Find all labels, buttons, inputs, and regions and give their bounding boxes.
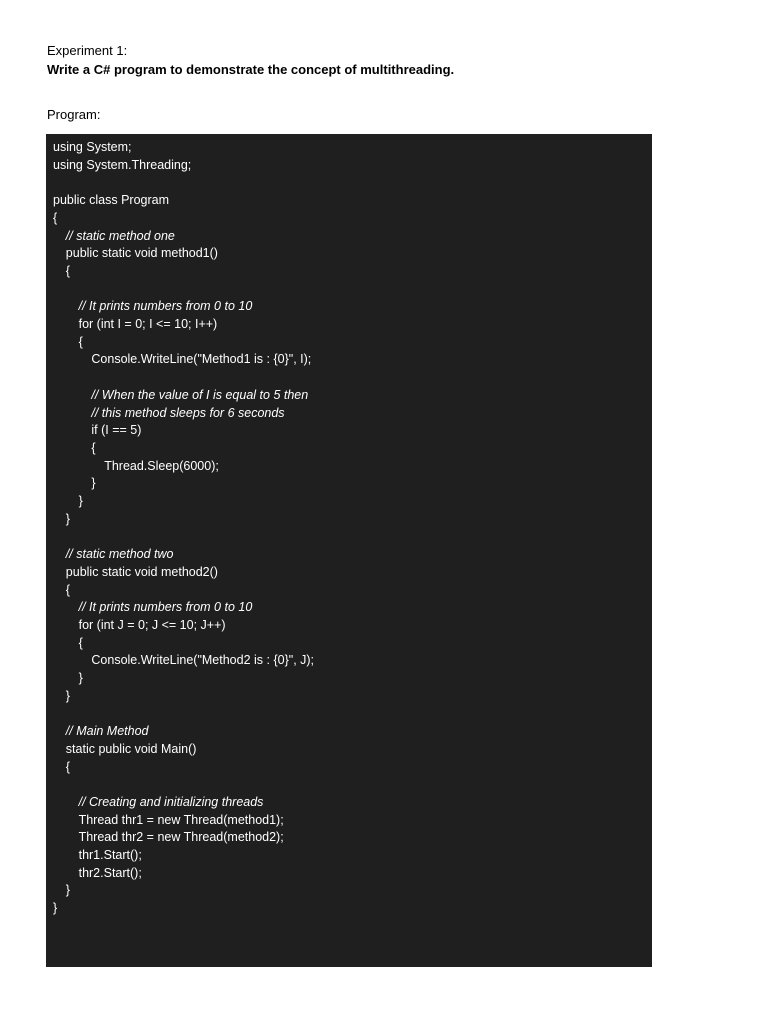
code-line: { [91, 440, 96, 455]
code-line: for (int I = 0; I <= 10; I++) [78, 317, 218, 331]
code-comment-line: // It prints numbers from 0 to 10 [78, 600, 253, 615]
code-line: { [65, 582, 70, 597]
code-comment-line: // It prints numbers from 0 to 10 [78, 299, 253, 314]
code-line: thr1.Start(); [78, 848, 142, 862]
code-line: thr2.Start(); [78, 865, 142, 880]
code-comment-line: // Main Method [65, 724, 149, 739]
code-line: { [78, 334, 83, 349]
code-line: } [78, 494, 83, 508]
experiment-title: Experiment 1: [47, 43, 128, 58]
code-line: } [65, 883, 70, 898]
code-line: if (I == 5) [91, 423, 142, 438]
code-line: Thread.Sleep(6000); [104, 458, 219, 473]
code-line: } [65, 688, 70, 703]
code-comment-line: // When the value of I is equal to 5 then [91, 387, 309, 402]
code-line: { [65, 263, 70, 278]
program-label: Program: [47, 107, 101, 122]
code-line: Thread thr1 = new Thread(method1); [78, 812, 284, 827]
code-line: { [78, 635, 83, 650]
code-line: public static void method2() [65, 564, 218, 579]
code-line: static public void Main() [65, 741, 197, 756]
code-line: Thread thr2 = new Thread(method2); [78, 830, 284, 845]
code-line: } [53, 901, 58, 916]
code-line: { [65, 759, 70, 774]
code-line: public static void method1() [65, 246, 218, 261]
code-line: } [65, 511, 70, 526]
code-line: using System; [53, 140, 132, 154]
code-line: } [78, 671, 83, 685]
code-line: } [91, 476, 96, 491]
experiment-question: Write a C# program to demonstrate the concept of multithreading. [47, 62, 455, 77]
code-line: public class Program [53, 193, 170, 208]
code-line: Console.WriteLine("Method2 is : {0}", J); [91, 653, 315, 668]
code-comment-line: // Creating and initializing threads [78, 794, 264, 809]
code-line: Console.WriteLine("Method1 is : {0}", I); [91, 352, 312, 367]
code-line: for (int J = 0; J <= 10; J++) [78, 617, 226, 632]
code-line: { [53, 210, 58, 225]
code-block [46, 134, 652, 967]
code-comment-line: // this method sleeps for 6 seconds [91, 405, 285, 420]
code-comment-line: // static method one [65, 228, 175, 243]
code-line: using System.Threading; [53, 157, 192, 172]
code-comment-line: // static method two [65, 547, 174, 562]
